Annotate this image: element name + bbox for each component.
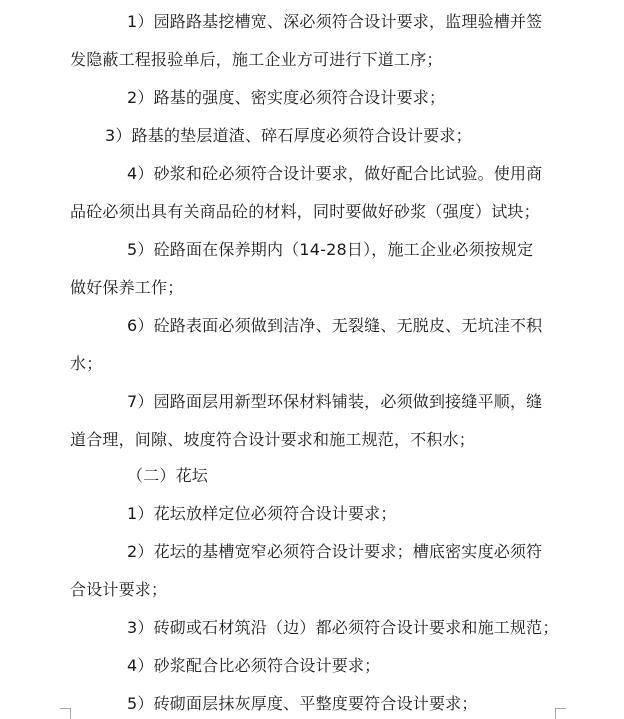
page-corner-mark-right: [555, 708, 566, 719]
paragraph-5-line-1: 5）砼路面在保养期内（14-28日），施工企业必须按规定: [127, 240, 534, 259]
flower-bed-item-4: 4）砂浆配合比必须符合设计要求；: [127, 656, 381, 675]
paragraph-4-line-1: 4）砂浆和砼必须符合设计要求，做好配合比试验。使用商: [127, 164, 543, 183]
paragraph-2-line-1: 2）路基的强度、密实度必须符合设计要求；: [127, 88, 446, 107]
flower-bed-item-5: 5）砖砌面层抹灰厚度、平整度要符合设计要求；: [127, 694, 478, 713]
paragraph-5-line-2: 做好保养工作；: [70, 278, 184, 297]
paragraph-6-line-1: 6）砼路表面必须做到洁净、无裂缝、无脱皮、无坑洼不积: [127, 316, 543, 335]
paragraph-7-line-1: 7）园路面层用新型环保材料铺装，必须做到接缝平顺，缝: [127, 392, 543, 411]
flower-bed-item-3: 3）砖砌或石材筑沿（边）都必须符合设计要求和施工规范；: [127, 618, 559, 637]
section-heading-flower-bed: （二）花坛: [127, 466, 209, 485]
paragraph-4-line-2: 品砼必须出具有关商品砼的材料，同时要做好砂浆（强度）试块；: [70, 202, 540, 221]
paragraph-1-line-2: 发隐蔽工程报验单后，施工企业方可进行下道工序；: [70, 50, 443, 69]
paragraph-7-line-2: 道合理，间隙、坡度符合设计要求和施工规范，不积水；: [70, 430, 476, 449]
flower-bed-item-2-line-1: 2）花坛的基槽宽窄必须符合设计要求；槽底密实度必须符: [127, 542, 543, 561]
paragraph-1-line-1: 1）园路路基挖槽宽、深必须符合设计要求，监理验槽并签: [127, 12, 543, 31]
paragraph-3-line-1: 3）路基的垫层道渣、碎石厚度必须符合设计要求；: [105, 126, 472, 145]
flower-bed-item-2-line-2: 合设计要求；: [70, 580, 168, 599]
paragraph-6-line-2: 水；: [70, 354, 103, 373]
flower-bed-item-1: 1）花坛放样定位必须符合设计要求；: [127, 504, 397, 523]
page-corner-mark-left: [60, 708, 71, 719]
